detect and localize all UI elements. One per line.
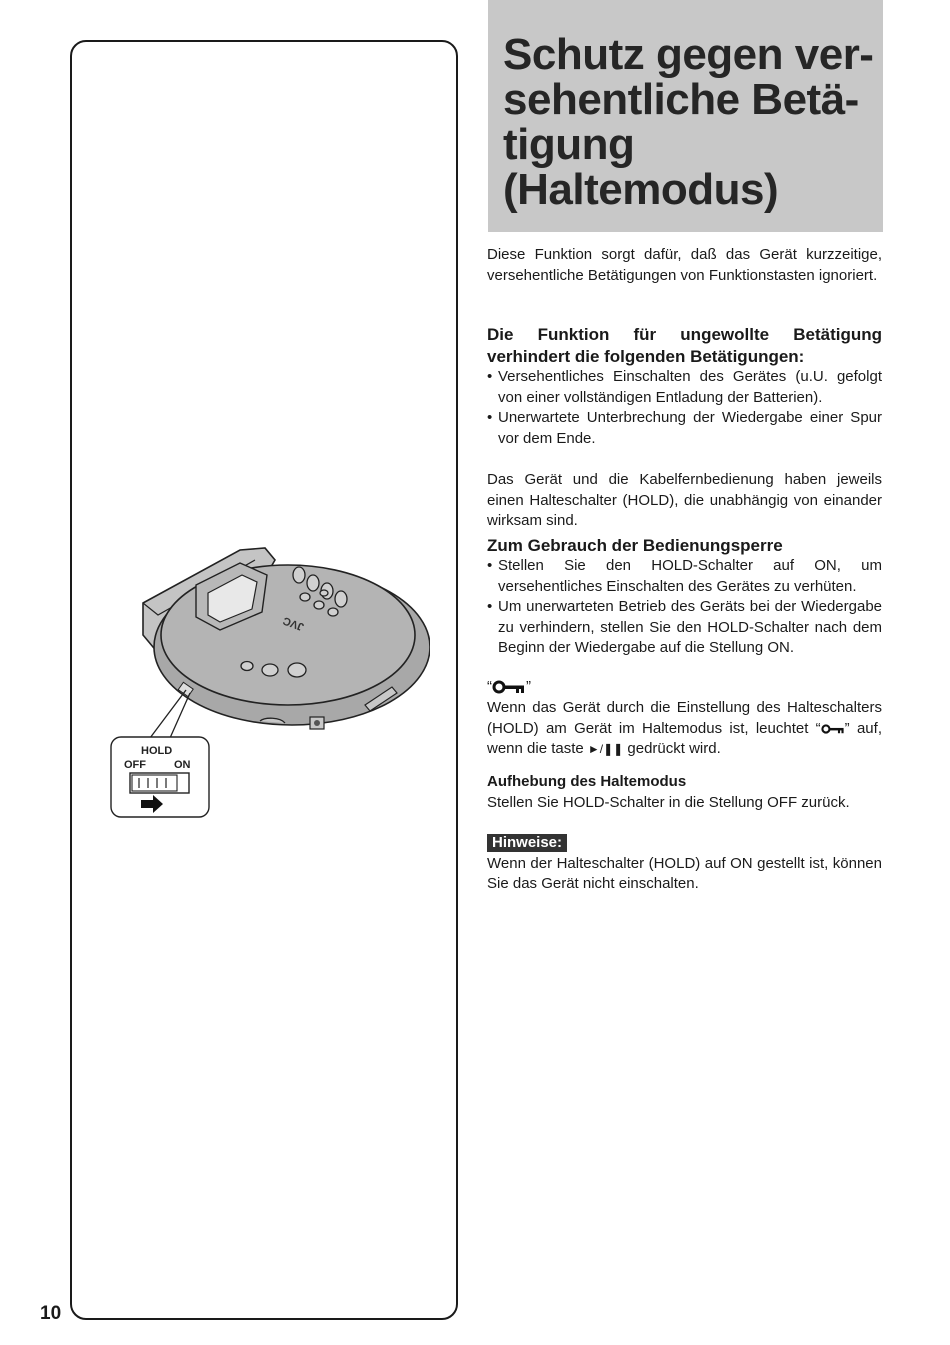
remote-paragraph: Das Gerät und die Kabelfernbedienung haben jeweils einen Halteschalter (HOLD), die unabhängig von einander wirksam sind. <box>487 471 882 529</box>
release-section <box>487 772 882 813</box>
notes-badge: Hinweise: <box>487 834 567 852</box>
intro-paragraph: Diese Funktion sorgt dafür, daß das Gerät kurzzeitige, versehentliche Betätigungen von Funktionstasten ignoriert. <box>487 246 882 284</box>
intro-block <box>487 245 882 286</box>
key-icon <box>821 724 845 734</box>
brand-logo: JVC <box>281 614 306 633</box>
page-title: Schutz gegen ver-sehentliche Betä-tigung (Haltemodus) <box>503 30 874 214</box>
section-heading: Die Funktion für ungewollte Betätigung verhindert die folgenden Betätigungen: <box>487 325 882 366</box>
release-text: Stellen Sie HOLD-Schalter in die Stellung OFF zurück. <box>487 793 850 811</box>
list-item: • Versehentliches Einschalten des Gerätes (u.U. gefolgt von einer vollständigen Entladung der Batterien). <box>487 367 882 408</box>
key-icon <box>492 680 526 694</box>
bullet-list <box>487 556 882 659</box>
key-indicator-paragraph: Wenn das Gerät durch die Einstellung des Halteschalters (HOLD) am Gerät im Haltemodus ist, leuchtet “ ” auf, wenn die taste ►/❚❚ gedrückt wird. <box>487 699 882 757</box>
hold-label: HOLD <box>141 745 173 757</box>
off-label: OFF <box>124 759 146 771</box>
key-indicator-heading: “ ” <box>487 678 531 695</box>
section-heading: Zum Gebrauch der Bedienungsperre <box>487 536 783 555</box>
list-item: • Unerwartete Unterbrechung der Wiedergabe einer Spur vor dem Ende. <box>487 408 882 449</box>
list-item: • Stellen Sie den HOLD-Schalter auf ON, um versehentliches Einschalten des Gerätes zu verhüten. <box>487 556 882 597</box>
key-indicator-section <box>487 676 882 760</box>
list-item: • Um unerwarteten Betrieb des Geräts bei der Wiedergabe zu verhindern, stellen Sie den HOLD-Schalter nach dem Beginn der Wiedergabe auf die Stellung ON. <box>487 597 882 659</box>
remote-paragraph-block <box>487 470 882 532</box>
on-label: ON <box>174 759 191 771</box>
section-usage <box>487 535 882 659</box>
cd-player-illustration <box>100 535 430 825</box>
notes-text: Wenn der Halteschalter (HOLD) auf ON gestellt ist, können Sie das Gerät nicht einschalten. <box>487 854 882 892</box>
section-unwanted-operation <box>487 324 882 449</box>
release-heading: Aufhebung des Haltemodus <box>487 773 687 790</box>
bullet-list <box>487 367 882 449</box>
play-pause-icon: ►/❚❚ <box>587 742 624 756</box>
page-number: 10 <box>40 1303 62 1324</box>
notes-section <box>487 833 882 895</box>
